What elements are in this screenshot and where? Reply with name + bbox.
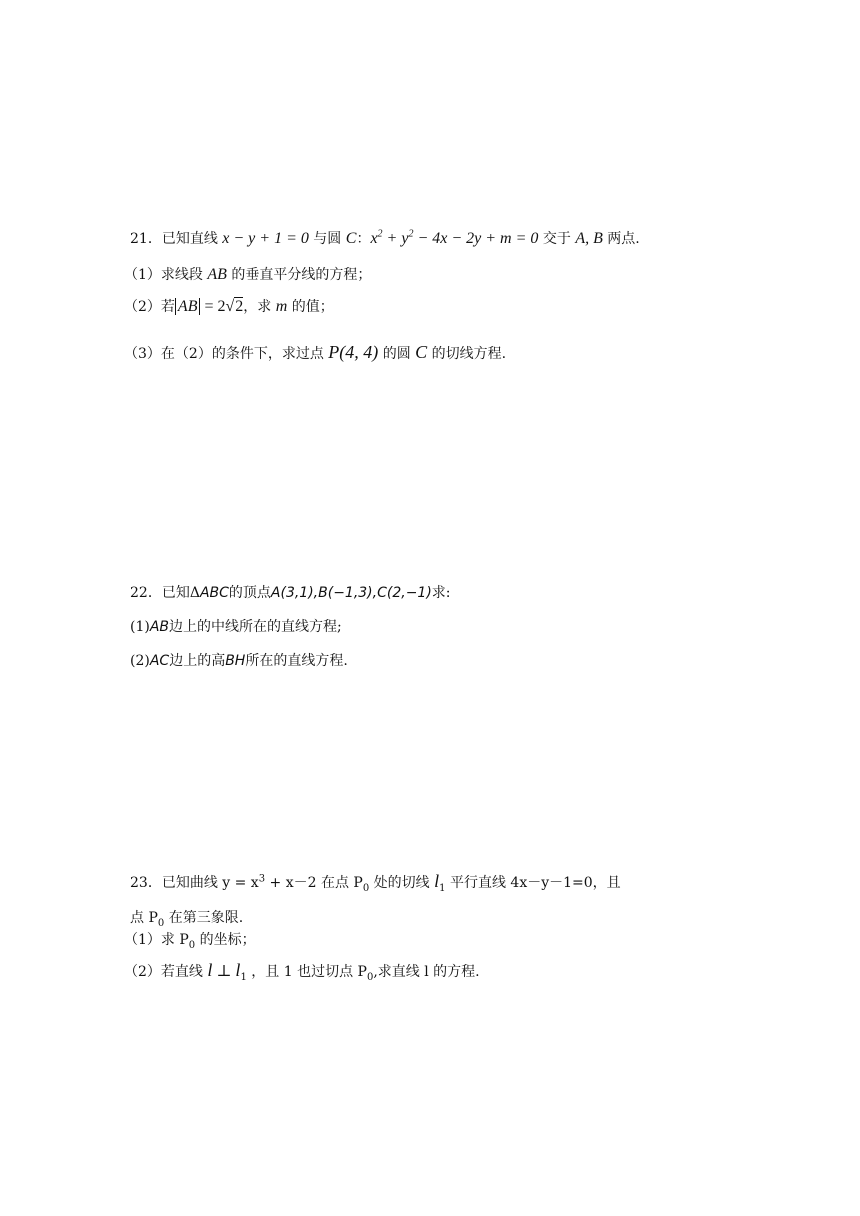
circle-c: C (415, 342, 428, 362)
segment-ab: AB (149, 619, 170, 635)
perpendicular-symbol: ⊥ (212, 963, 236, 980)
vertex-coordinates: A(3,1),B(−1,3),C(2,−1) (270, 585, 432, 601)
sqrt-symbol: √ (225, 298, 235, 315)
q21-part1: （1）求线段 AB 的垂直平分线的方程； (124, 266, 372, 283)
q21-part2: （2）若 AB = 2√2，求 m 的值； (124, 298, 334, 315)
var-m: m (275, 298, 288, 315)
q22-stem: 22．已知ΔABC的顶点A(3,1),B(−1,3),C(2,−1)求: (130, 585, 451, 601)
q23-part2: （2）若直线 l ⊥ $l_1$ ，且 1 也过切点 $P_0$,求直线 l 的方程. (124, 960, 480, 983)
q21-points: A, B (575, 230, 603, 247)
q22-part1: (1)AB边上的中线所在的直线方程; (130, 619, 342, 635)
q21-line-equation: x − y + 1 = 0 (222, 230, 309, 247)
q21-number: 21．已知直线 (130, 231, 223, 247)
line-l1: l (235, 960, 241, 980)
q23-stem: 23．已知曲线 $y = x^3 + x-2$ 在点 $P_0$ 处的切线 $l_1$ 平行直线 4x－y－1=0，且 (130, 871, 621, 894)
q21-circle-label: C (345, 230, 357, 247)
altitude-bh: BH (225, 653, 246, 669)
segment-ac: AC (149, 653, 170, 669)
q22-number: 22．已知Δ (130, 585, 200, 601)
triangle-label: ABC (199, 585, 229, 601)
q21-part3: （3）在（2）的条件下，求过点 P(4, 4) 的圆 C 的切线方程. (124, 342, 507, 362)
q21-circle-equation: $x^2 + y^2 - 4x - 2y + m = 0$ (370, 228, 539, 247)
q23-stem-cont: 点 $P_0$ 在第三象限. (130, 910, 244, 929)
point-p: P(4, 4) (328, 342, 379, 362)
line-l: l (207, 960, 213, 980)
segment-label: AB (207, 266, 227, 283)
q22-part2: (2)AC边上的高BH所在的直线方程. (130, 653, 348, 669)
q23-part1: （1）求 $P_0$ 的坐标； (124, 932, 256, 951)
tangent-l1: l (434, 871, 440, 891)
sqrt-radicand: 2 (235, 298, 244, 315)
abs-ab: AB (175, 298, 201, 315)
q21-stem: 21．已知直线 x − y + 1 = 0 与圆 C：$x^2 + y^2 - 4x - 2y + m = 0$ 交于 A, B 两点. (130, 228, 640, 247)
